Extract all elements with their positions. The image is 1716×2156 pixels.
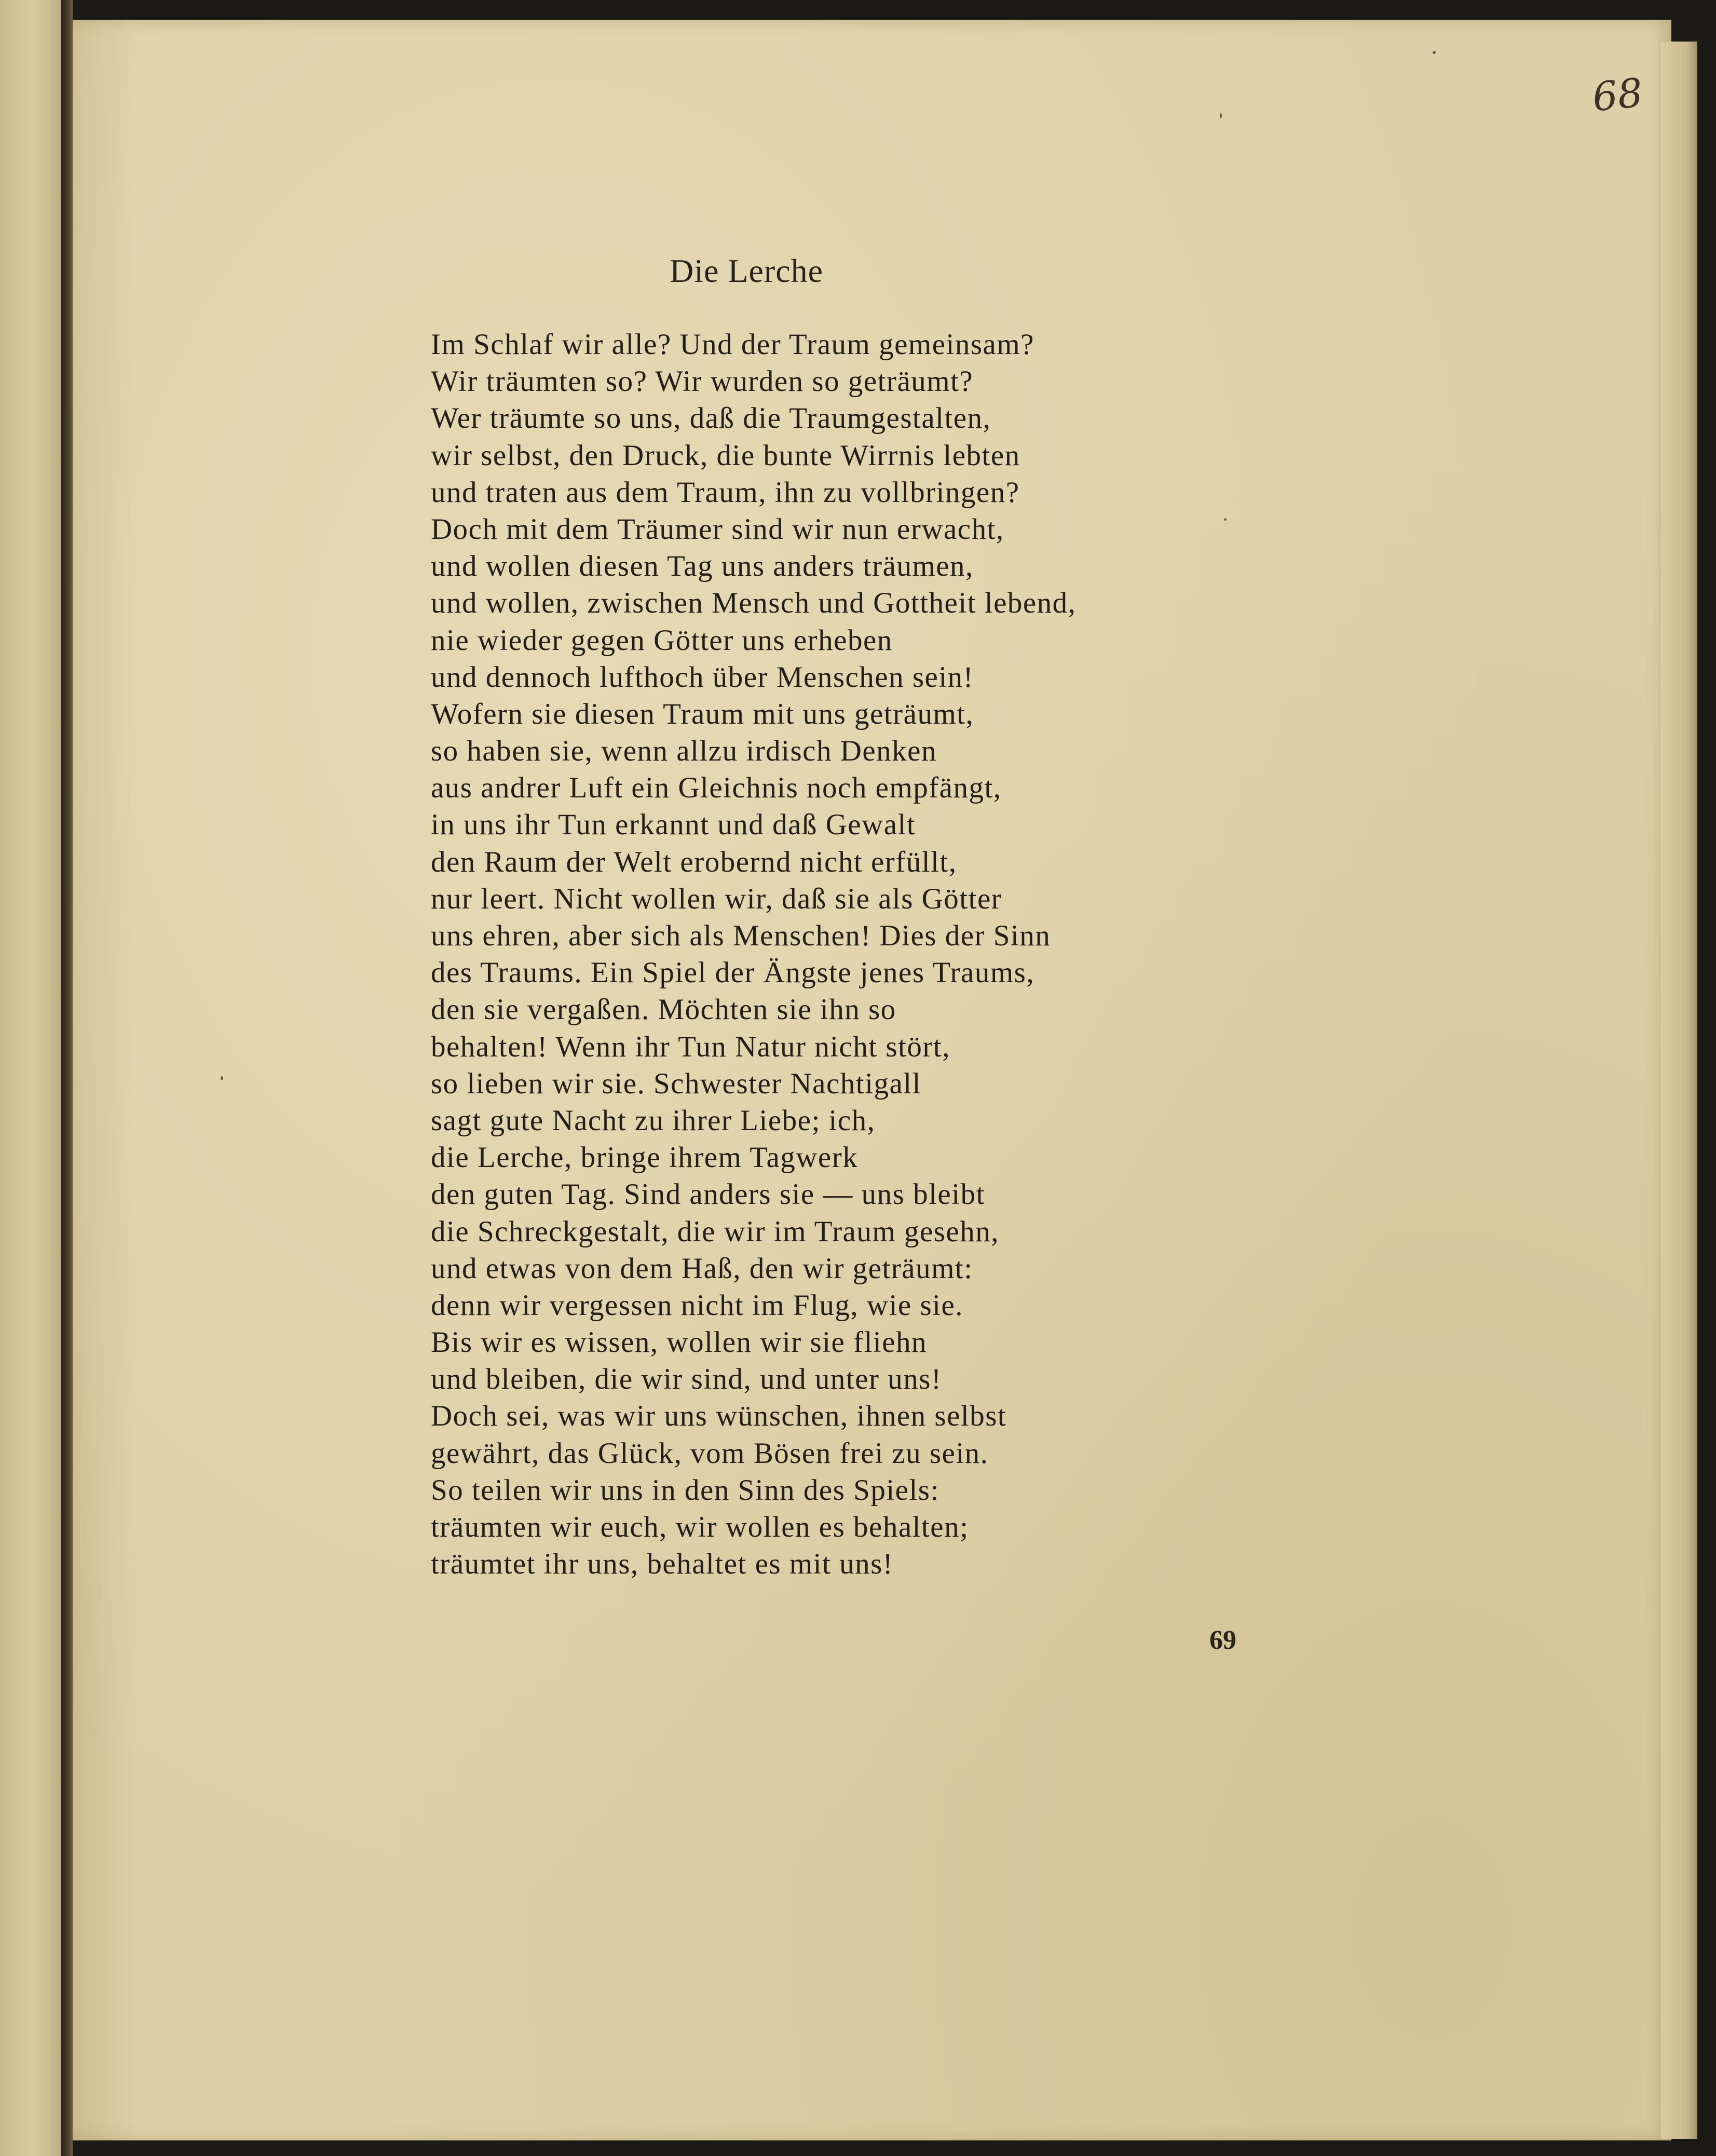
poem-line: nie wieder gegen Götter uns erheben	[431, 623, 893, 657]
poem-line: so lieben wir sie. Schwester Nachtigall	[431, 1067, 921, 1100]
poem-line: denn wir vergessen nicht im Flug, wie sie.	[431, 1289, 964, 1322]
paper-speck	[1224, 518, 1227, 521]
poem-line: Wir träumten so? Wir wurden so geträumt?	[431, 365, 974, 398]
left-page-edge	[0, 0, 61, 2156]
poem-line: den sie vergaßen. Möchten sie ihn so	[431, 993, 896, 1026]
paper-speck	[1220, 113, 1222, 118]
poem-body	[431, 326, 1209, 1582]
poem-line: Bis wir es wissen, wollen wir sie fliehn	[431, 1326, 928, 1359]
poem-line: Doch mit dem Träumer sind wir nun erwacht,	[431, 512, 1004, 546]
poem-line: Wer träumte so uns, daß die Traumgestalten,	[431, 402, 991, 435]
poem-line: träumten wir euch, wir wollen es behalten;	[431, 1511, 969, 1543]
poem-line: sagt gute Nacht zu ihrer Liebe; ich,	[431, 1104, 876, 1137]
book-gutter	[61, 0, 73, 2156]
poem-line: und traten aus dem Traum, ihn zu vollbringen?	[431, 476, 1020, 509]
poem-line: aus andrer Luft ein Gleichnis noch empfängt,	[431, 771, 1002, 805]
poem-line: gewährt, das Glück, vom Bösen frei zu sein.	[431, 1436, 989, 1470]
poem-line: wir selbst, den Druck, die bunte Wirrnis lebten	[431, 439, 1020, 472]
poem-line: den guten Tag. Sind anders sie — uns bleibt	[431, 1178, 985, 1211]
poem-line: des Traums. Ein Spiel der Ängste jenes Traums,	[431, 956, 1035, 989]
page-number: 69	[1209, 1625, 1236, 1655]
poem-line: so haben sie, wenn allzu irdisch Denken	[431, 735, 937, 768]
poem-line: träumtet ihr uns, behaltet es mit uns!	[431, 1548, 894, 1581]
poem-line: nur leert. Nicht wollen wir, daß sie als Götter	[431, 882, 1002, 915]
poem-line: und bleiben, die wir sind, und unter uns!	[431, 1363, 942, 1396]
poem-line: Wofern sie diesen Traum mit uns geträumt,	[431, 697, 974, 730]
paper-speck	[221, 1076, 223, 1080]
poem-line: behalten! Wenn ihr Tun Natur nicht stört,	[431, 1030, 950, 1063]
poem-line: die Schreckgestalt, die wir im Traum gesehn,	[431, 1215, 999, 1248]
poem-line: und etwas von dem Haß, den wir geträumt:	[431, 1252, 973, 1285]
poem-line: in uns ihr Tun erkannt und daß Gewalt	[431, 808, 916, 842]
page-fore-edge	[1661, 42, 1697, 2139]
poem-line: die Lerche, bringe ihrem Tagwerk	[431, 1141, 859, 1174]
poem-line: und wollen diesen Tag uns anders träumen,	[431, 550, 974, 583]
poem-line: den Raum der Welt erobernd nicht erfüllt,	[431, 845, 957, 878]
handwritten-folio-number: 68	[1590, 69, 1645, 120]
poem-line: Doch sei, was wir uns wünschen, ihnen selbst	[431, 1400, 1007, 1433]
poem-line: uns ehren, aber sich als Menschen! Dies der Sinn	[431, 919, 1051, 952]
poem-line: So teilen wir uns in den Sinn des Spiels:	[431, 1473, 939, 1507]
poem-line: Im Schlaf wir alle? Und der Traum gemeinsam?	[431, 328, 1034, 361]
poem-line: und wollen, zwischen Mensch und Gottheit lebend,	[431, 587, 1077, 620]
poem-title: Die Lerche	[670, 252, 824, 289]
poem-line: und dennoch lufthoch über Menschen sein!	[431, 660, 974, 694]
paper-speck	[1433, 51, 1436, 54]
